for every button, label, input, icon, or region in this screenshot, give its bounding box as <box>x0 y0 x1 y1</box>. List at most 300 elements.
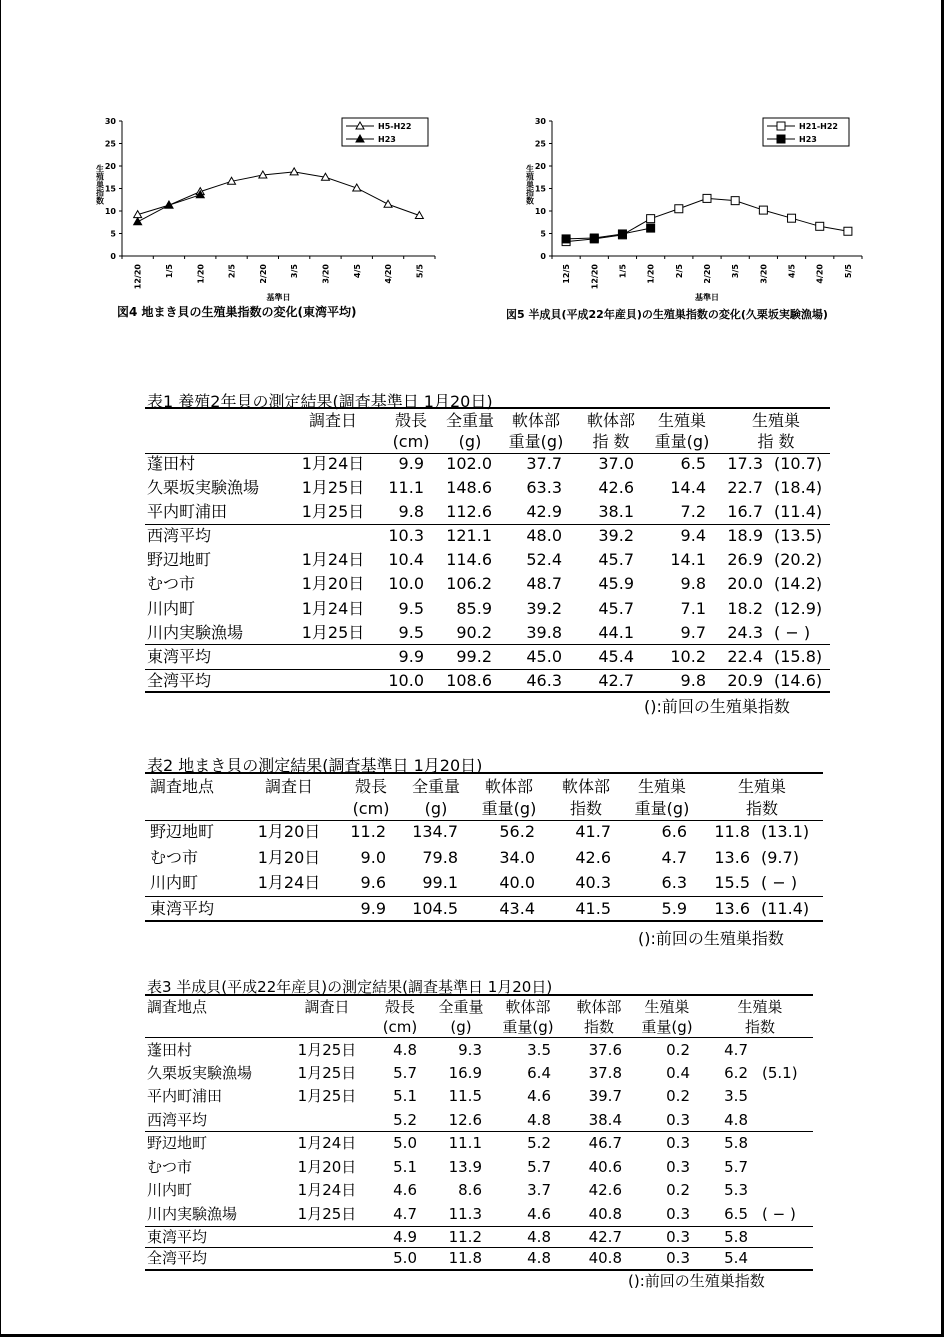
table1-cell-prev-index: (11.4) <box>774 502 823 521</box>
table3-cell-len: 5.0 <box>393 1134 417 1152</box>
table1-header-gw: 生殖巣 <box>657 411 706 430</box>
fig5-y-tick-label: 30 <box>534 117 546 126</box>
fig4-y-tick-label: 20 <box>104 162 116 171</box>
table1-cell-gw: 9.7 <box>680 623 706 642</box>
fig4-legend-label: H5-H22 <box>378 122 412 131</box>
table3-cell-sidx: 40.6 <box>588 1158 622 1176</box>
table3-header-len: 殻長 <box>384 998 415 1016</box>
table3-cell-sidx: 40.8 <box>588 1205 622 1223</box>
fig5-series-1-point <box>647 215 655 223</box>
table2-row-name: 野辺地町 <box>150 822 215 841</box>
table1-cell-sidx: 38.1 <box>598 502 634 521</box>
fig5-x-tick-label: 3/20 <box>759 264 769 284</box>
table3-row-date: 1月24日 <box>297 1134 357 1152</box>
table3-header-sidx-unit: 指数 <box>583 1018 614 1036</box>
figure5-caption: 図5 半成貝(平成22年産貝)の生殖巣指数の変化(久栗坂実験漁場) <box>506 308 828 321</box>
table3-cell-gi: 5.8 <box>724 1228 748 1246</box>
table3-row-date: 1月25日 <box>297 1041 357 1059</box>
fig5-x-tick-label: 12/20 <box>590 264 600 290</box>
table1-cell-gi: 20.0 <box>727 574 763 593</box>
fig5-y-tick-label: 15 <box>534 184 546 194</box>
table1-row-name: 川内実験漁場 <box>147 623 244 642</box>
table3-row-date: 1月20日 <box>297 1158 357 1176</box>
table2-cell-soft: 43.4 <box>499 899 535 918</box>
table2-header-soft-unit: 重量(g) <box>481 799 537 818</box>
table3-cell-gi: 5.8 <box>724 1134 748 1152</box>
fig5-series-1-point <box>816 222 824 230</box>
table3-cell-sidx: 40.8 <box>588 1249 622 1267</box>
figure4-chart <box>80 110 460 330</box>
table2-cell-prev-index: (13.1) <box>761 822 810 841</box>
table3-cell-len: 4.9 <box>393 1228 417 1246</box>
fig5-x-tick-label: 1/5 <box>618 264 628 279</box>
table1-row-date: 1月24日 <box>301 550 365 569</box>
table1-row-date: 1月25日 <box>301 478 365 497</box>
fig4-x-tick-label: 2/20 <box>258 264 268 284</box>
table3-row-date: 1月25日 <box>297 1205 357 1223</box>
table1-header-sidx-unit: 指 数 <box>592 432 630 451</box>
table1-cell-prev-index: (13.5) <box>774 526 823 545</box>
table1-cell-sidx: 39.2 <box>598 526 634 545</box>
table3-cell-soft: 4.8 <box>527 1228 551 1246</box>
table1-cell-gi: 18.9 <box>727 526 763 545</box>
table1-header-date: 調査日 <box>308 411 357 430</box>
table3-row-date: 1月25日 <box>297 1087 357 1105</box>
table3-cell-soft: 4.8 <box>527 1249 551 1267</box>
table2-row-date: 1月24日 <box>257 873 321 892</box>
fig5-x-tick-label: 2/20 <box>703 264 712 284</box>
table3-cell-wt: 11.3 <box>448 1205 482 1223</box>
table3-cell-gi: 5.7 <box>724 1158 748 1176</box>
table2-header-wt: 全重量 <box>411 777 460 796</box>
table2-cell-gi: 13.6 <box>714 848 750 867</box>
table2-row-name: 東湾平均 <box>150 899 215 918</box>
table2-row-name: 川内町 <box>150 873 199 892</box>
table3-cell-sidx: 39.7 <box>588 1087 622 1105</box>
table3-cell-prev-index: (5.1) <box>762 1064 798 1082</box>
fig4-x-tick-label: 4/5 <box>352 264 362 279</box>
table3-cell-gw: 0.3 <box>666 1249 690 1267</box>
table3-row-name: 全湾平均 <box>147 1249 208 1267</box>
table3-cell-gi: 3.5 <box>724 1087 748 1105</box>
table1-cell-prev-index: ( − ) <box>774 623 811 642</box>
table3-cell-wt: 8.6 <box>458 1181 482 1199</box>
table3-cell-len: 5.1 <box>393 1158 417 1176</box>
fig4-y-tick-label: 15 <box>104 184 116 194</box>
table1-row-date: 1月20日 <box>301 574 365 593</box>
fig4-y-tick-label: 0 <box>110 252 116 261</box>
table3-header-sidx: 軟体部 <box>576 998 622 1016</box>
table3-note: ():前回の生殖巣指数 <box>628 1272 765 1290</box>
table1-cell-soft: 42.9 <box>526 502 562 521</box>
table1-cell-wt: 121.1 <box>446 526 492 545</box>
table3-cell-gw: 0.3 <box>666 1205 690 1223</box>
table1-cell-wt: 90.2 <box>456 623 492 642</box>
fig5-x-tick-label: 5/5 <box>843 264 853 279</box>
table2-row-date: 1月20日 <box>257 848 321 867</box>
table1-row-name: 久栗坂実験漁場 <box>147 478 260 497</box>
table2-cell-len: 9.9 <box>360 899 386 918</box>
table1-cell-prev-index: (15.8) <box>774 647 823 666</box>
table1-header-gi: 生殖巣 <box>751 411 800 430</box>
table1-cell-gw: 7.2 <box>680 502 706 521</box>
table3-row-date: 1月24日 <box>297 1181 357 1199</box>
table1-cell-soft: 52.4 <box>526 550 562 569</box>
table3-cell-soft: 4.8 <box>527 1111 551 1129</box>
table1-header-gw-unit: 重量(g) <box>654 432 710 451</box>
fig5-x-tick-label: 12/5 <box>562 264 572 284</box>
table3-row-name: 西湾平均 <box>147 1111 208 1129</box>
table1-bottom-rule <box>145 691 830 693</box>
table2-header-gw-unit: 重量(g) <box>634 799 690 818</box>
fig5-y-tick-label: 0 <box>540 252 546 261</box>
table1-cell-prev-index: (14.6) <box>774 671 823 690</box>
fig5-series-2-point <box>647 224 655 232</box>
table1-cell-wt: 114.6 <box>446 550 492 569</box>
table1-cell-soft: 48.0 <box>526 526 562 545</box>
table3-cell-sidx: 42.7 <box>588 1228 622 1246</box>
fig5-series-1-point <box>703 194 711 202</box>
fig5-y-tick-label: 5 <box>540 229 546 239</box>
fig5-series-1-point <box>788 214 796 222</box>
table1-top-rule <box>145 407 830 409</box>
fig5-y-axis-label: 生殖巣指数 <box>525 164 535 205</box>
table2-cell-gi: 11.8 <box>714 822 750 841</box>
table1-cell-gi: 22.7 <box>727 478 763 497</box>
table1-cell-len: 10.4 <box>388 550 424 569</box>
table1-row-date: 1月25日 <box>301 623 365 642</box>
table3-cell-wt: 11.1 <box>448 1134 482 1152</box>
table1-cell-prev-index: (18.4) <box>774 478 823 497</box>
table2-note: ():前回の生殖巣指数 <box>638 929 784 948</box>
fig4-series-2-point <box>134 218 142 225</box>
fig4-x-tick-label: 4/20 <box>384 264 394 284</box>
fig5-series-line-1 <box>566 198 848 241</box>
fig4-x-axis-label: 基準日 <box>266 293 291 302</box>
fig5-y-tick-label: 10 <box>534 207 546 216</box>
table2-header-gi-unit: 指数 <box>745 799 778 818</box>
table1-cell-gw: 9.8 <box>680 574 706 593</box>
table1-row-date: 1月24日 <box>301 454 365 473</box>
fig5-series-2-point <box>590 234 598 242</box>
fig5-x-tick-label: 4/5 <box>787 264 797 279</box>
table2-cell-wt: 104.5 <box>412 899 458 918</box>
table2-cell-prev-index: ( − ) <box>761 873 798 892</box>
table3-group-rule <box>145 1247 813 1248</box>
table3-cell-soft: 5.7 <box>527 1158 551 1176</box>
table1-cell-prev-index: (10.7) <box>774 454 823 473</box>
fig5-legend-label: H21-H22 <box>799 122 838 131</box>
table3-cell-gw: 0.2 <box>666 1087 690 1105</box>
fig5-x-tick-label: 2/5 <box>674 264 684 279</box>
fig4-series-1-point <box>384 200 392 207</box>
table1-cell-sidx: 42.7 <box>598 671 634 690</box>
table3-cell-wt: 9.3 <box>458 1041 482 1059</box>
table1-cell-wt: 106.2 <box>446 574 492 593</box>
table2-cell-gw: 6.6 <box>661 822 687 841</box>
table1-cell-soft: 37.7 <box>526 454 562 473</box>
fig5-legend-marker <box>777 122 785 130</box>
table1-cell-soft: 48.7 <box>526 574 562 593</box>
table1-header-soft: 軟体部 <box>511 411 560 430</box>
fig4-y-tick-label: 30 <box>104 117 116 126</box>
table1-cell-wt: 99.2 <box>456 647 492 666</box>
table1-group-rule <box>145 669 830 670</box>
table1-cell-prev-index: (12.9) <box>774 599 823 618</box>
table1-cell-wt: 102.0 <box>446 454 492 473</box>
fig4-legend-label: H23 <box>378 135 396 144</box>
table3-cell-soft: 4.6 <box>527 1205 551 1223</box>
table3-cell-len: 5.0 <box>393 1249 417 1267</box>
table3-cell-sidx: 37.8 <box>588 1064 622 1082</box>
table1-cell-prev-index: (20.2) <box>774 550 823 569</box>
table2-group-rule <box>145 896 823 897</box>
table3-cell-gi: 5.3 <box>724 1181 748 1199</box>
table3-row-name: 川内実験漁場 <box>147 1205 238 1223</box>
fig4-x-tick-label: 3/5 <box>290 264 300 279</box>
table2-cell-wt: 79.8 <box>422 848 458 867</box>
table3-cell-wt: 11.5 <box>448 1087 482 1105</box>
table1-cell-soft: 39.2 <box>526 599 562 618</box>
table2-cell-len: 9.6 <box>360 873 386 892</box>
table2-cell-gw: 6.3 <box>661 873 687 892</box>
fig4-series-line-1 <box>138 172 420 216</box>
fig4-series-1-point <box>290 168 298 175</box>
table3-top-rule <box>145 994 813 996</box>
table2-cell-gw: 4.7 <box>661 848 687 867</box>
table1-row-name: 平内町浦田 <box>147 502 228 521</box>
table2-header-site: 調査地点 <box>150 777 215 796</box>
table3-cell-prev-index: ( − ) <box>762 1205 796 1223</box>
table2-cell-soft: 56.2 <box>499 822 535 841</box>
fig4-y-tick-label: 10 <box>104 207 116 216</box>
fig5-y-tick-label: 25 <box>534 139 546 149</box>
table2-cell-sidx: 41.7 <box>575 822 611 841</box>
fig5-x-tick-label: 3/5 <box>731 264 741 279</box>
table1-cell-soft: 63.3 <box>526 478 562 497</box>
fig5-series-2-point <box>618 230 626 238</box>
table1-header-sidx: 軟体部 <box>586 411 635 430</box>
table1-cell-gi: 26.9 <box>727 550 763 569</box>
table3-row-date: 1月25日 <box>297 1064 357 1082</box>
table2-header-gw: 生殖巣 <box>637 777 686 796</box>
table1-note: ():前回の生殖巣指数 <box>644 697 790 716</box>
table1-cell-soft: 45.0 <box>526 647 562 666</box>
table1-cell-sidx: 45.7 <box>598 550 634 569</box>
table1-cell-sidx: 37.0 <box>598 454 634 473</box>
table1-row-date: 1月25日 <box>301 502 365 521</box>
table3-cell-gi: 4.7 <box>724 1041 748 1059</box>
table1-cell-wt: 112.6 <box>446 502 492 521</box>
table3-cell-soft: 3.5 <box>527 1041 551 1059</box>
fig4-y-tick-label: 5 <box>110 229 116 239</box>
table1-header-len: 殻長 <box>394 411 427 430</box>
table3-row-name: 蓬田村 <box>147 1041 193 1059</box>
fig5-legend-label: H23 <box>799 135 817 144</box>
table3-header-gw-unit: 重量(g) <box>641 1018 693 1036</box>
table1-title: 表1 養殖2年貝の測定結果(調査基準日 1月20日) <box>147 392 493 411</box>
fig4-x-tick-label: 3/20 <box>321 264 331 284</box>
table2-header-len-unit: (cm) <box>352 799 390 818</box>
table2-header-gi: 生殖巣 <box>737 777 786 796</box>
table3-cell-sidx: 37.6 <box>588 1041 622 1059</box>
table1-group-rule <box>145 524 830 525</box>
table1-cell-len: 9.8 <box>398 502 424 521</box>
table2-cell-len: 9.0 <box>360 848 386 867</box>
fig4-x-tick-label: 2/5 <box>227 264 237 279</box>
table3-header-date: 調査日 <box>304 998 350 1016</box>
table2-cell-wt: 134.7 <box>412 822 458 841</box>
table2-header-rule <box>145 820 823 821</box>
table3-cell-len: 4.6 <box>393 1181 417 1199</box>
table1-cell-wt: 148.6 <box>446 478 492 497</box>
table1-row-name: 川内町 <box>147 599 196 618</box>
table2-header-len: 殻長 <box>354 777 387 796</box>
fig5-x-tick-label: 4/20 <box>815 264 825 284</box>
table1-cell-gi: 18.2 <box>727 599 763 618</box>
table2-cell-wt: 99.1 <box>422 873 458 892</box>
table3-header-wt-unit: (g) <box>450 1018 472 1036</box>
table1-header-soft-unit: 重量(g) <box>508 432 564 451</box>
table1-cell-gw: 14.4 <box>670 478 706 497</box>
table3-cell-len: 4.7 <box>393 1205 417 1223</box>
table3-group-rule <box>145 1131 813 1132</box>
table1-cell-gw: 14.1 <box>670 550 706 569</box>
table1-cell-sidx: 45.7 <box>598 599 634 618</box>
table1-cell-gw: 10.2 <box>670 647 706 666</box>
fig4-x-tick-label: 5/5 <box>415 264 425 279</box>
table1-cell-sidx: 45.4 <box>598 647 634 666</box>
table1-cell-soft: 46.3 <box>526 671 562 690</box>
table1-row-name: むつ市 <box>147 574 196 593</box>
table1-cell-sidx: 42.6 <box>598 478 634 497</box>
table3-header-gi-unit: 指数 <box>744 1018 775 1036</box>
table3-cell-gi: 4.8 <box>724 1111 748 1129</box>
fig4-x-tick-label: 1/20 <box>196 264 206 284</box>
table3-cell-gi: 6.5 <box>724 1205 748 1223</box>
page-border-left <box>0 0 1 1337</box>
table1-cell-gw: 9.4 <box>680 526 706 545</box>
table3-cell-gw: 0.3 <box>666 1158 690 1176</box>
table1-cell-wt: 85.9 <box>456 599 492 618</box>
table2-top-rule <box>145 772 823 774</box>
table3-cell-sidx: 46.7 <box>588 1134 622 1152</box>
table3-header-len-unit: (cm) <box>382 1018 418 1036</box>
table1-row-name: 東湾平均 <box>147 647 212 666</box>
table3-row-name: むつ市 <box>147 1158 193 1176</box>
table3-title: 表3 半成貝(平成22年産貝)の測定結果(調査基準日 1月20日) <box>147 978 553 996</box>
figure4-caption: 図4 地まき貝の生殖巣指数の変化(東湾平均) <box>117 305 357 319</box>
table2-cell-sidx: 41.5 <box>575 899 611 918</box>
fig5-y-tick-label: 20 <box>534 162 546 171</box>
table1-cell-len: 9.9 <box>398 454 424 473</box>
table3-cell-len: 5.7 <box>393 1064 417 1082</box>
fig5-series-1-point <box>731 197 739 205</box>
table1-header-len-unit: (cm) <box>392 432 430 451</box>
table3-cell-wt: 13.9 <box>448 1158 482 1176</box>
table2-header-wt-unit: (g) <box>424 799 448 818</box>
table2-row-name: むつ市 <box>150 848 199 867</box>
table3-row-name: 久栗坂実験漁場 <box>147 1064 253 1082</box>
table1-cell-len: 10.0 <box>388 574 424 593</box>
fig5-series-1-point <box>844 227 852 235</box>
table2-row-date: 1月20日 <box>257 822 321 841</box>
figure5-chart <box>510 110 890 330</box>
table2-header-sidx-unit: 指数 <box>569 799 602 818</box>
table1-group-rule <box>145 644 830 645</box>
table3-row-name: 野辺地町 <box>147 1134 208 1152</box>
table2-header-sidx: 軟体部 <box>561 777 610 796</box>
fig5-series-1-point <box>759 206 767 214</box>
table1-cell-len: 9.9 <box>398 647 424 666</box>
table1-cell-prev-index: (14.2) <box>774 574 823 593</box>
fig5-legend-marker <box>777 135 785 143</box>
table3-cell-wt: 12.6 <box>448 1111 482 1129</box>
table3-cell-sidx: 38.4 <box>588 1111 622 1129</box>
table1-cell-len: 10.0 <box>388 671 424 690</box>
table3-cell-soft: 6.4 <box>527 1064 551 1082</box>
table1-row-name: 全湾平均 <box>147 671 212 690</box>
table3-group-rule <box>145 1226 813 1227</box>
table1-cell-wt: 108.6 <box>446 671 492 690</box>
table3-cell-wt: 16.9 <box>448 1064 482 1082</box>
table3-header-rule <box>145 1037 813 1038</box>
fig4-y-axis-label: 生殖巣指数 <box>95 164 105 205</box>
table3-row-name: 平内町浦田 <box>147 1087 223 1105</box>
table2-cell-gi: 15.5 <box>714 873 750 892</box>
table3-cell-gw: 0.3 <box>666 1111 690 1129</box>
table3-cell-len: 4.8 <box>393 1041 417 1059</box>
table2-cell-gw: 5.9 <box>661 899 687 918</box>
table3-header-soft-unit: 重量(g) <box>502 1018 554 1036</box>
table1-cell-gw: 9.8 <box>680 671 706 690</box>
table1-cell-len: 10.3 <box>388 526 424 545</box>
table1-row-name: 西湾平均 <box>147 526 212 545</box>
table3-cell-soft: 4.6 <box>527 1087 551 1105</box>
table3-cell-gw: 0.3 <box>666 1134 690 1152</box>
table2-cell-soft: 34.0 <box>499 848 535 867</box>
table1-cell-len: 11.1 <box>388 478 424 497</box>
table3-cell-len: 5.2 <box>393 1111 417 1129</box>
table3-cell-gw: 0.4 <box>666 1064 690 1082</box>
table1-cell-gi: 16.7 <box>727 502 763 521</box>
fig4-x-tick-label: 1/5 <box>164 264 174 279</box>
table3-cell-gw: 0.2 <box>666 1041 690 1059</box>
table1-cell-gi: 20.9 <box>727 671 763 690</box>
table2-cell-prev-index: (11.4) <box>761 899 810 918</box>
table1-cell-len: 9.5 <box>398 623 424 642</box>
table2-cell-soft: 40.0 <box>499 873 535 892</box>
table2-title: 表2 地まき貝の測定結果(調査基準日 1月20日) <box>147 756 483 775</box>
table2-cell-sidx: 42.6 <box>575 848 611 867</box>
fig4-y-tick-label: 25 <box>104 139 116 149</box>
table1-cell-len: 9.5 <box>398 599 424 618</box>
table1-cell-gw: 7.1 <box>680 599 706 618</box>
table2-cell-prev-index: (9.7) <box>761 848 799 867</box>
fig5-series-1-point <box>675 205 683 213</box>
table1-header-wt: 全重量 <box>445 411 494 430</box>
fig5-x-tick-label: 1/20 <box>646 264 656 284</box>
table1-row-name: 蓬田村 <box>147 454 196 473</box>
table1-cell-sidx: 44.1 <box>598 623 634 642</box>
table2-header-soft: 軟体部 <box>484 777 533 796</box>
table3-cell-gi: 5.4 <box>724 1249 748 1267</box>
table3-header-wt: 全重量 <box>438 998 484 1016</box>
fig4-x-tick-label: 12/20 <box>133 264 143 290</box>
table3-cell-gw: 0.3 <box>666 1228 690 1246</box>
table1-row-date: 1月24日 <box>301 599 365 618</box>
table3-cell-gw: 0.2 <box>666 1181 690 1199</box>
